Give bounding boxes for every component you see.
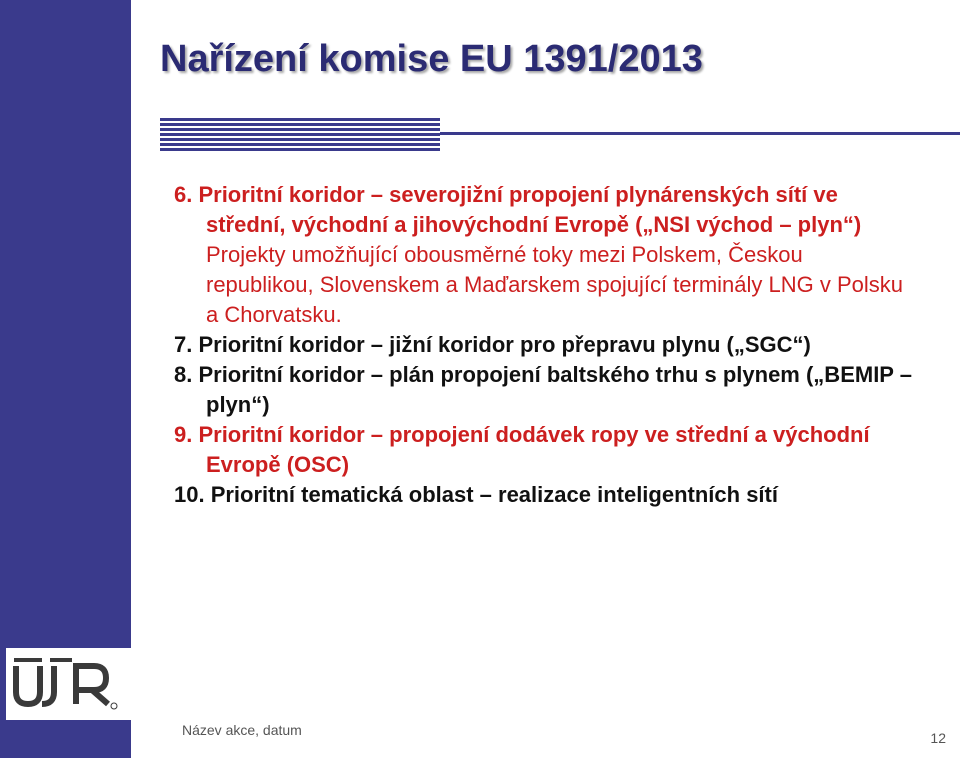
slide-content <box>174 180 914 510</box>
list-item-8: 8. Prioritní koridor – plán propojení baltského trhu s plynem („BEMIP – plyn“) <box>174 362 912 417</box>
list-item-6 <box>174 180 914 330</box>
item-6-heading: 6. Prioritní koridor – severojižní propojení plynárenských sítí ve střední, východní a jihovýchodní Evropě („NSI východ – plyn“) <box>174 182 862 237</box>
logo <box>6 648 131 720</box>
stripe <box>160 138 440 141</box>
ujv-logo-icon <box>6 648 131 720</box>
stripe <box>160 133 440 136</box>
left-sidebar <box>0 0 131 758</box>
list-item-9: 9. Prioritní koridor – propojení dodávek ropy ve střední a východní Evropě (OSC) <box>174 422 870 477</box>
stripe <box>160 128 440 131</box>
title-rule <box>440 132 960 135</box>
stripe <box>160 123 440 126</box>
page-number: 12 <box>930 730 946 746</box>
list-item-10: 10. Prioritní tematická oblast – realizace inteligentních sítí <box>174 482 778 507</box>
stripe <box>160 143 440 146</box>
slide-title: Nařízení komise EU 1391/2013 <box>160 38 703 80</box>
footer-event: Název akce, datum <box>182 722 302 738</box>
item-6-description: Projekty umožňující obousměrné toky mezi Polskem, Českou republikou, Slovenskem a Maďarskem spojující terminály LNG v Polsku a Chorvatsku. <box>206 242 904 327</box>
list-item-7: 7. Prioritní koridor – jižní koridor pro přepravu plynu („SGC“) <box>174 332 811 357</box>
stripe <box>160 148 440 151</box>
title-decoration-stripes <box>160 118 440 152</box>
stripe <box>160 118 440 121</box>
